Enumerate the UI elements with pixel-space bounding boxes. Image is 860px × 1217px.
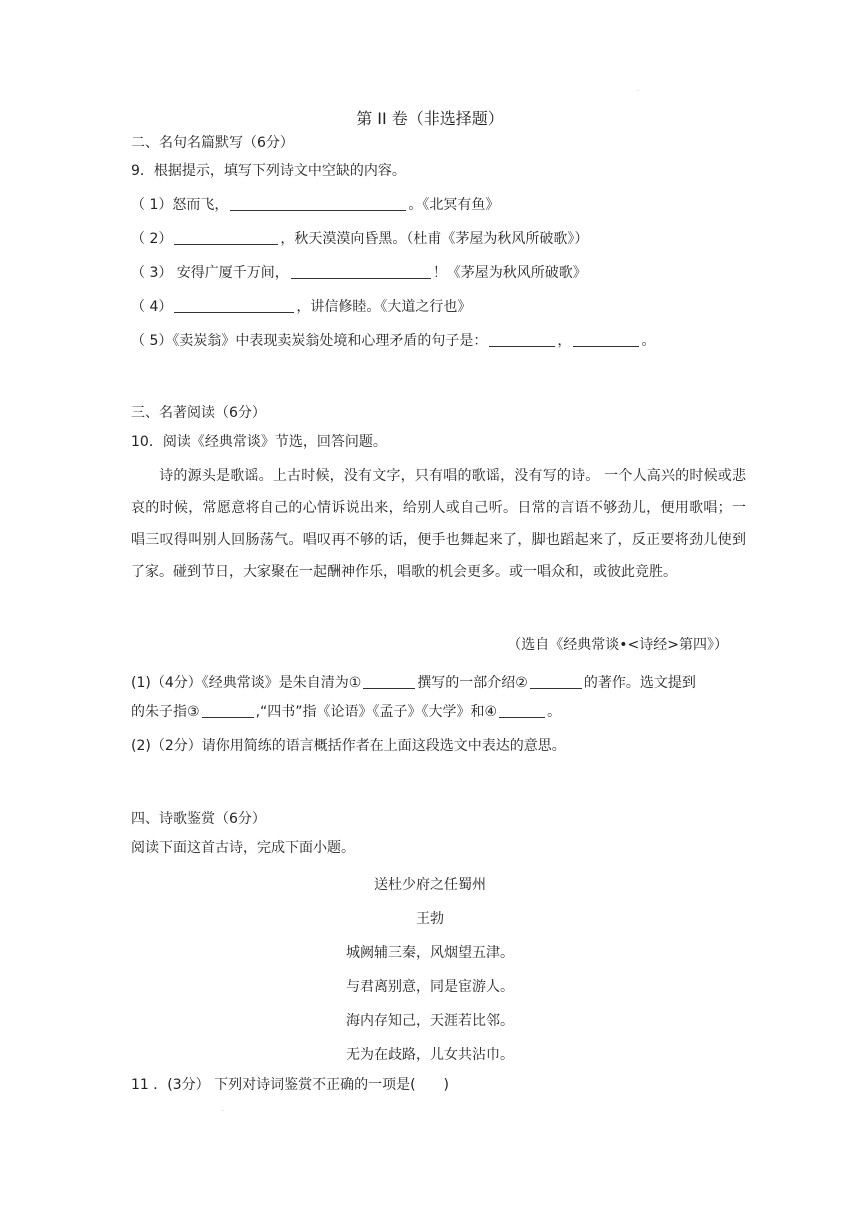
answer-blank[interactable] — [202, 703, 254, 718]
item-text: （ 1）怒而飞， — [131, 197, 229, 213]
sub-text: 的朱子指③ — [131, 704, 200, 720]
answer-blank[interactable] — [230, 196, 406, 211]
item-text: 。《北冥有鱼》 — [408, 197, 500, 213]
passage-text: 诗的源头是歌谣。上古时候，没有文字，只有唱的歌谣，没有写的诗。 一个人高兴的时候或悲哀的时候，常愿意将自己的心情诉说出来，给别人或自己听。日常的言语不够劲儿，便用歌唱；一唱三叹得叫别人回肠荡气。唱叹再不够的话，便手也舞起来了，脚也蹈起来了，反正要将劲儿使到了家。碰到节日，大家聚在一起酬神作乐，唱歌的机会更多。或一唱众和，或彼此竞胜。 — [131, 468, 746, 580]
q10-stem: 10．阅读《经典常谈》节选，回答问题。 — [131, 434, 387, 450]
poem-line-4: 无为在歧路，儿女共沾巾。 — [346, 1047, 514, 1063]
q9-item-1 — [131, 194, 499, 214]
q9-item-4 — [131, 296, 471, 316]
passage-source: （选自《经典常谈•<诗经>第四》） — [507, 637, 728, 653]
q10-sub1-line1 — [131, 672, 696, 692]
answer-blank[interactable] — [174, 298, 294, 313]
item-text: （ 3） 安得广厦千万间， — [131, 265, 289, 281]
reading-passage — [131, 460, 746, 588]
poem-line-2: 与君离别意，同是宦游人。 — [346, 979, 514, 995]
q9-item-2 — [131, 228, 588, 248]
stray-dot: · — [637, 88, 639, 95]
item-text: 。 — [641, 333, 656, 349]
item-text: ，讲信修睦。《大道之行也》 — [296, 299, 472, 315]
q9-item-3 — [131, 262, 587, 282]
q10-sub1-line2 — [131, 701, 561, 721]
q9-item-5 — [131, 330, 655, 350]
sub-text: 撰写的一部介绍② — [417, 675, 528, 691]
item-text: （ 5）《卖炭翁》中表现卖炭翁处境和心理矛盾的句子是： — [131, 333, 488, 349]
poem-author: 王勃 — [416, 911, 444, 927]
page-title: 第 II 卷（非选择题） — [356, 109, 504, 128]
item-text: （ 4） — [131, 299, 173, 315]
answer-blank[interactable] — [573, 332, 639, 347]
stray-dot: · — [222, 1108, 224, 1115]
answer-blank[interactable] — [489, 332, 555, 347]
item-text: ， — [557, 333, 572, 349]
q10-sub2: (2)（2分）请你用简练的语言概括作者在上面这段选文中表达的意思。 — [131, 738, 566, 754]
item-text: ！《茅屋为秋风所破歌》 — [432, 265, 587, 281]
poem-line-1: 城阙辅三秦，风烟望五津。 — [346, 945, 514, 961]
answer-blank[interactable] — [530, 674, 582, 689]
answer-blank[interactable] — [174, 230, 278, 245]
answer-blank[interactable] — [363, 674, 415, 689]
poem-line-3: 海内存知己，天涯若比邻。 — [346, 1013, 514, 1029]
item-text: ，秋天漠漠向昏黑。（杜甫《茅屋为秋风所破歌》） — [280, 231, 589, 247]
answer-blank[interactable] — [291, 264, 431, 279]
section4-heading: 四、诗歌鉴赏（6分） — [131, 811, 266, 827]
q11-stem: 11 ．(3分） 下列对诗词鉴赏不正确的一项是( ) — [131, 1077, 450, 1093]
poem-title: 送杜少府之任蜀州 — [374, 877, 486, 893]
sub-text: 的著作。选文提到 — [583, 675, 696, 691]
section3-heading: 三、名著阅读（6分） — [131, 405, 266, 421]
sub-text: (1)（4分）《经典常谈》是朱自清为① — [131, 675, 362, 691]
answer-blank[interactable] — [499, 703, 545, 718]
sub-text: ,“四书”指《论语》《孟子》《大学》和④ — [255, 704, 498, 720]
sub-text: 。 — [547, 704, 562, 720]
q9-stem: 9．根据提示，填写下列诗文中空缺的内容。 — [131, 163, 406, 179]
section4-instruction: 阅读下面这首古诗，完成下面小题。 — [131, 840, 355, 856]
section2-heading: 二、名句名篇默写（6分） — [131, 135, 294, 151]
item-text: （ 2） — [131, 231, 173, 247]
